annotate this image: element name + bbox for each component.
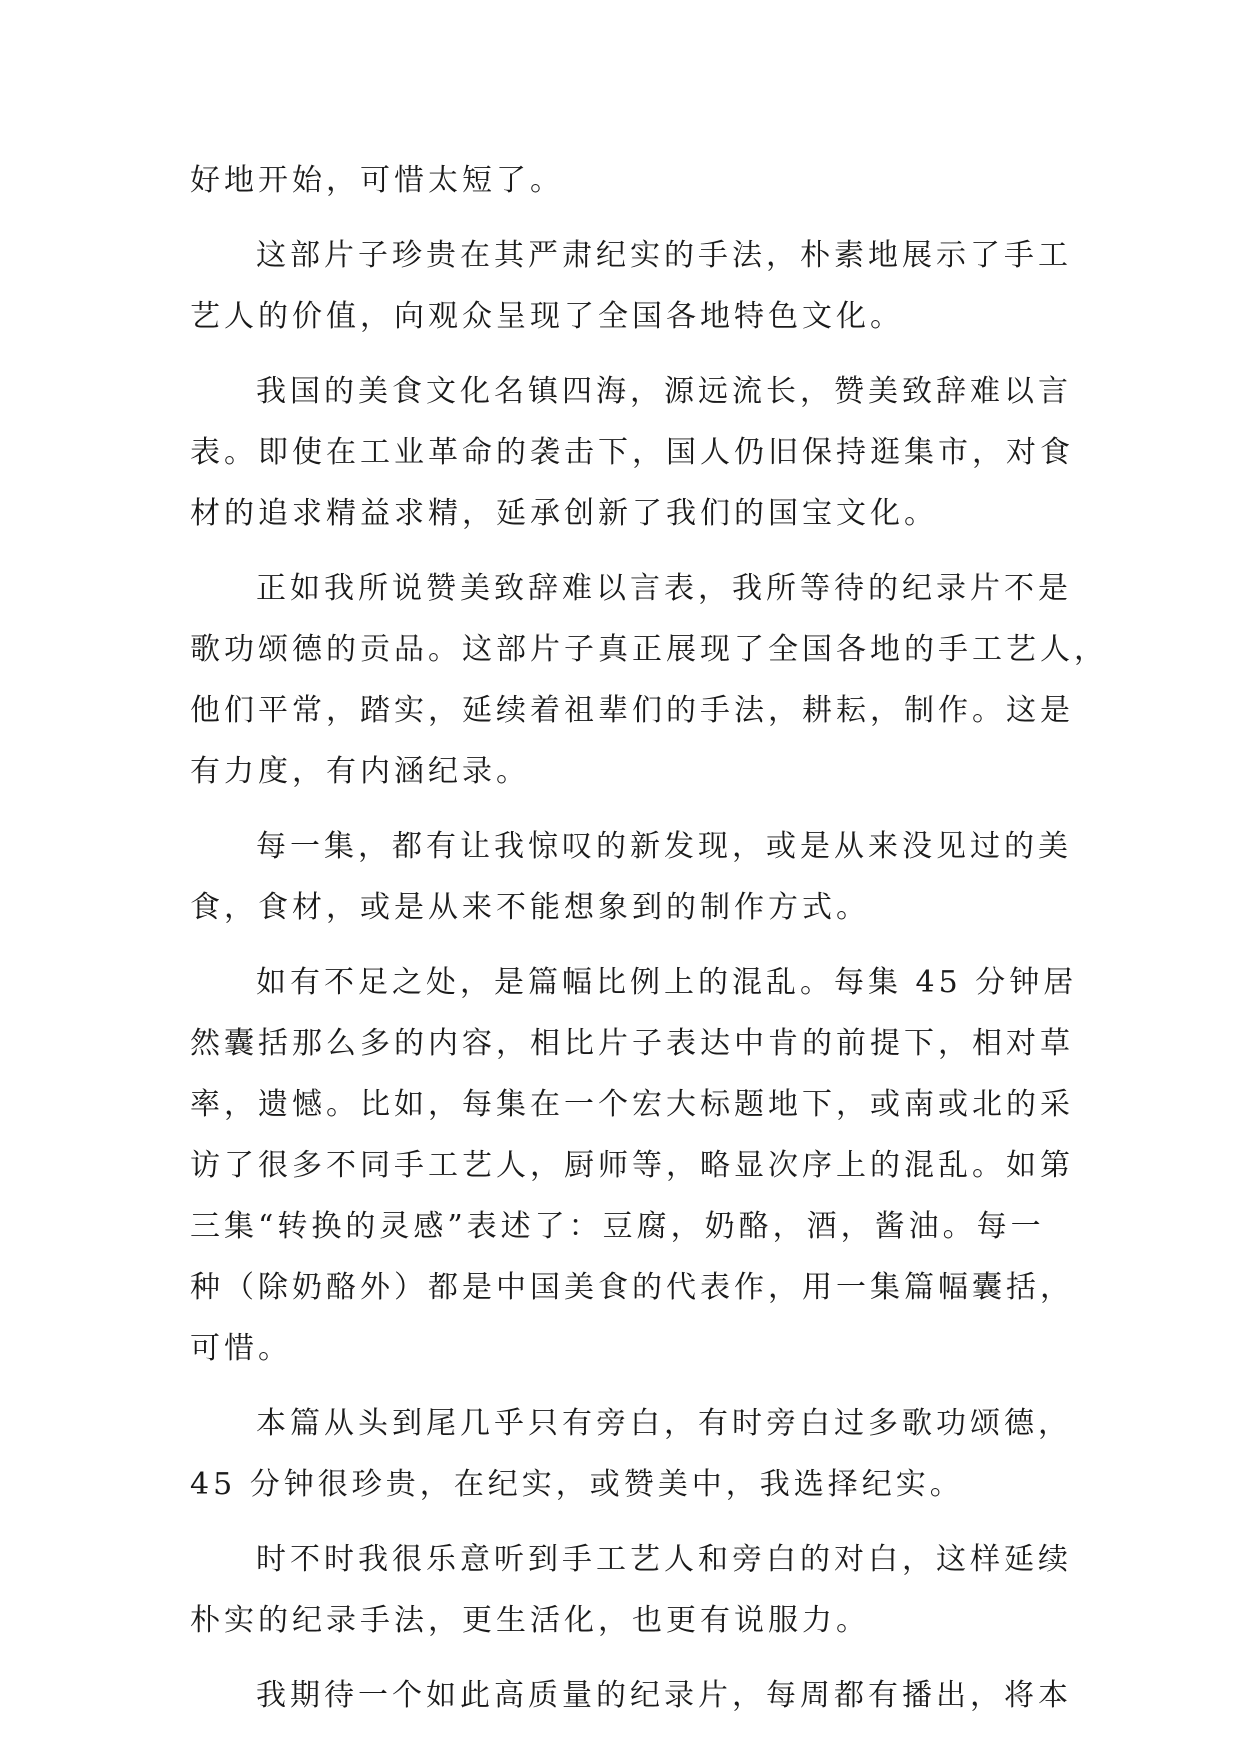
- paragraph-line: 本篇从头到尾几乎只有旁白，有时旁白过多歌功颂德，: [256, 1406, 1072, 1441]
- paragraph-line: 正如我所说赞美致辞难以言表，我所等待的纪录片不是: [256, 571, 1072, 606]
- paragraph-line: 每一集，都有让我惊叹的新发现，或是从来没见过的美: [256, 829, 1072, 864]
- paragraph-line: 这部片子珍贵在其严肃纪实的手法，朴素地展示了手工: [256, 238, 1072, 273]
- paragraph-line: 45 分钟很珍贵，在纪实，或赞美中，我选择纪实。: [190, 1467, 964, 1502]
- paragraph-line: 我期待一个如此高质量的纪录片，每周都有播出，将本: [256, 1678, 1072, 1713]
- paragraph-line: 时不时我很乐意听到手工艺人和旁白的对白，这样延续: [256, 1542, 1072, 1577]
- paragraph-line: 可惜。: [190, 1331, 292, 1366]
- paragraph-line: 种（除奶酪外）都是中国美食的代表作，用一集篇幅囊括，: [190, 1270, 1074, 1305]
- document-body: [190, 150, 1108, 1726]
- paragraph-line: 艺人的价值，向观众呈现了全国各地特色文化。: [190, 299, 904, 334]
- paragraph-line: 有力度，有内涵纪录。: [190, 754, 530, 789]
- paragraph-line: 三集“转换的灵感”表述了：豆腐，奶酪，酒，酱油。每一: [190, 1209, 1045, 1244]
- paragraph-line: 然囊括那么多的内容，相比片子表达中肯的前提下，相对草: [190, 1026, 1074, 1061]
- paragraph-line: 食，食材，或是从来不能想象到的制作方式。: [190, 890, 870, 925]
- paragraph-line: 我国的美食文化名镇四海，源远流长，赞美致辞难以言: [256, 374, 1072, 409]
- paragraph-line: 访了很多不同手工艺人，厨师等，略显次序上的混乱。如第: [190, 1148, 1074, 1183]
- paragraph-line: 他们平常，踏实，延续着祖辈们的手法，耕耘，制作。这是: [190, 693, 1074, 728]
- paragraph-line: 好地开始，可惜太短了。: [190, 163, 564, 198]
- paragraph-line: 材的追求精益求精，延承创新了我们的国宝文化。: [190, 496, 938, 531]
- paragraph-line: 朴实的纪录手法，更生活化，也更有说服力。: [190, 1603, 870, 1638]
- paragraph-line: 如有不足之处，是篇幅比例上的混乱。每集 45 分钟居: [256, 965, 1078, 1000]
- paragraph-line: 歌功颂德的贡品。这部片子真正展现了全国各地的手工艺人，: [190, 632, 1108, 667]
- paragraph-line: 表。即使在工业革命的袭击下，国人仍旧保持逛集市，对食: [190, 435, 1074, 470]
- paragraph-line: 率，遗憾。比如，每集在一个宏大标题地下，或南或北的采: [190, 1087, 1074, 1122]
